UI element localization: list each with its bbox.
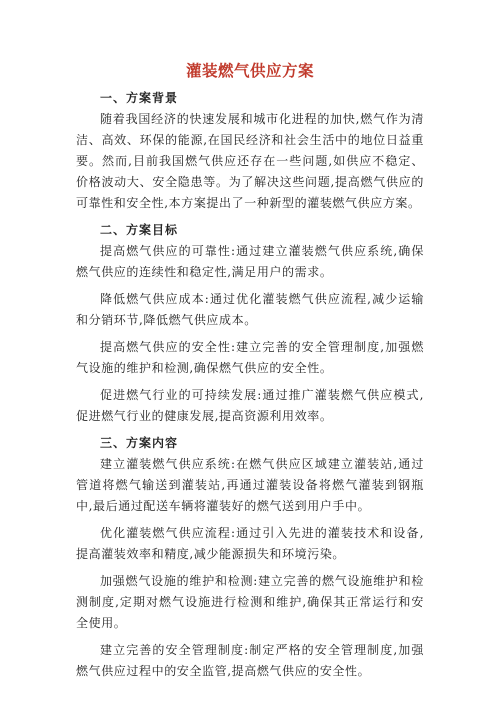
paragraph: 建立完善的安全管理制度:制定严格的安全管理制度,加强燃气供应过程中的安全监管,提高燃气供应的安全性。 <box>76 643 424 678</box>
paragraph: 随着我国经济的快速发展和城市化进程的加快,燃气作为清洁、高效、环保的能源,在国民经济和社会生活中的地位日益重要。然而,目前我国燃气供应还存在一些问题,如供应不稳定、价格波动大、安全隐患等。为了解决这些问题,提高燃气供应的可靠性和安全性,本方案提出了一种新型的灌装燃气供应方案。 <box>76 112 424 210</box>
paragraph: 加强燃气设施的维护和检测:建立完善的燃气设施维护和检测制度,定期对燃气设施进行检测和维护,确保其正常运行和安全使用。 <box>76 574 424 630</box>
paragraph: 建立灌装燃气供应系统:在燃气供应区域建立灌装站,通过管道将燃气输送到灌装站,再通过灌装设备将燃气灌装到钢瓶中,最后通过配送车辆将灌装好的燃气送到用户手中。 <box>76 457 424 513</box>
paragraph: 降低燃气供应成本:通过优化灌装燃气供应流程,减少运输和分销环节,降低燃气供应成本。 <box>76 292 424 327</box>
document-title: 灌装燃气供应方案 <box>185 61 314 80</box>
section-heading-goals: 二、方案目标 <box>100 223 179 237</box>
paragraph: 优化灌装燃气供应流程:通过引入先进的灌装技术和设备,提高灌装效率和精度,减少能源损失和环境污染。 <box>76 526 424 561</box>
paragraph: 促进燃气行业的可持续发展:通过推广灌装燃气供应模式,促进燃气行业的健康发展,提高资源利用效率。 <box>76 388 424 423</box>
paragraph: 提高燃气供应的可靠性:通过建立灌装燃气供应系统,确保燃气供应的连续性和稳定性,满足用户的需求。 <box>76 244 424 279</box>
paragraph: 提高燃气供应的安全性:建立完善的安全管理制度,加强燃气设施的维护和检测,确保燃气供应的安全性。 <box>76 340 424 375</box>
section-heading-content: 三、方案内容 <box>100 436 179 450</box>
section-heading-background: 一、方案背景 <box>100 91 179 105</box>
